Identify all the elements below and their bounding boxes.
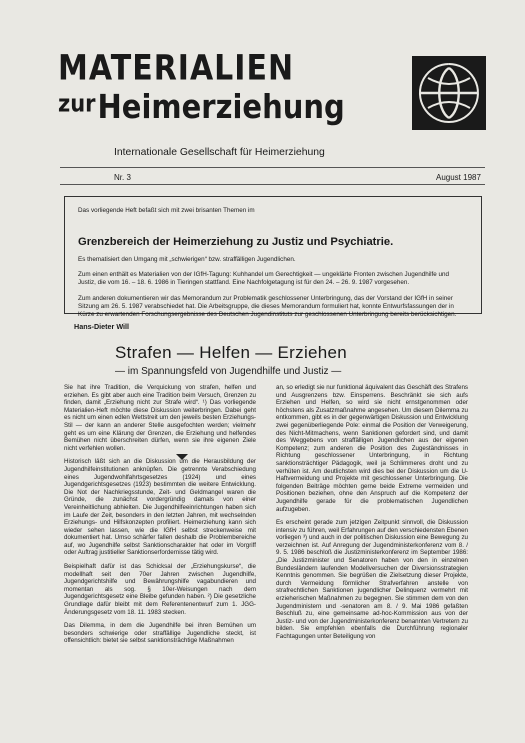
issue-number: Nr. 3: [114, 173, 131, 182]
society-name: Internationale Gesellschaft für Heimerziehung: [114, 147, 325, 158]
issue-date: August 1987: [436, 173, 481, 182]
article-column-1: [64, 384, 256, 651]
masthead-zur: zur: [58, 89, 96, 118]
col1-para: Sie hat ihre Tradition, die Verquickung von strafen, helfen und erziehen. Es gibt aber auch eine Tradition beim Versuch, Grenzen zu finden, damit „Erziehung nicht zur Strafe wird“. ¹) Das vorliegende Materialien-Heft möchte diese Diskussion weiterbringen. Dabei geht es nicht um einen edlen Wettstreit um den jeweils besten Erziehungs-Stil — der kann an anderer Stelle ausgefochten werden; vielmehr geht es um eine Klärung der Grenzen, die Erziehung und helfendes Bemühen nicht überschreiten dürfen, wenn sie ihre eigenen Ziele nicht verfehlen wollen.: [64, 384, 256, 452]
publisher-logo-icon: [412, 56, 486, 130]
box-para1: Zum einen enthält es Materialien von der IGfH-Tagung: Kuhhandel um Gerechtigkeit — ungeklärte Fronten zwischen Jugendhilfe und Justiz, die vom 16. – 18. 6. 1986 in Tieringen stattfand. Eine Nachfolgetagung ist für den 24. – 26. 9. 1987 vorgesehen.: [78, 271, 450, 286]
divider-top: [60, 167, 485, 168]
article-author: Hans-Dieter Will: [74, 322, 130, 331]
col1-para: Beispielhaft dafür ist das Schicksal der „Erziehungskurse“, die modellhaft seit den 70er Jahren zwischen Jugendhilfe, Jugendgerichtshilfe und Bewährungshilfe vagabundieren und momentan als sog. § 10er-Weisungen nach dem Jugendgerichtsgesetz eine Bleibe gefunden haben. ²) Die gesetzliche Grundlage dafür bleibt mit dem Referentenentwurf zum 1. JGG-Änderungsgesetz vom 18. 11. 1983 stecken.: [64, 563, 256, 616]
article-column-2: [276, 384, 468, 647]
editorial-box: [64, 196, 482, 318]
col2-para: Es erscheint gerade zum jetzigen Zeitpunkt sinnvoll, die Diskussion intensiv zu führen, weil Erfahrungen auf den verschiedensten Ebenen vorliegen ³) und auch in der politischen Diskussion eine Bewegung zu verzeichnen ist. Auf Anregung der Jugendministerkonferenz vom 8. / 9. 5. 1986 beschloß die Justizministerkonferenz im September 1986: „Die Justizminister und Senatoren haben von den in einzelnen Bundesländern laufenden Modellversuchen der Diversionsstrategien Kenntnis genommen. Sie begrüßen die Zielsetzung dieser Projekte, durch Vermeidung förmlicher Strafverfahren anstelle von strafrechtlichen Sanktionen jugendlicher Delinquenz vermehrt mit erzieherischen Maßnahmen zu begegnen. Sie stimmen dem von den Jugendministern und -senatoren am 8. / 9. Mai 1986 gefaßten Beschluß zu, eine gemeinsame ad-hoc-Kommission aus von der Justiz- und von der Jugendministerkonferenz benannten Vertretern zu bilden. Sie empfehlen ebenfalls die Durchführung regionaler Fachtagungen unter Beteiligung von: [276, 519, 468, 640]
article-subtitle: — im Spannungsfeld von Jugendhilfe und Justiz —: [115, 366, 342, 377]
arrow-down-icon: [176, 454, 188, 460]
box-intro: Das vorliegende Heft befaßt sich mit zwei brisanten Themen im: [78, 207, 255, 214]
col1-para: Historisch läßt sich an die Diskussion um die Herausbildung der Jugendhilfeinstitutionen anknüpfen. Die getrennte Verabschiedung eines Jugendwohlfahrtsgesetzes (1924) und eines Jugendgerichtsgesetzes (1923) bestimmten die weitere Entwicklung. Die Not der Nachkriegsstunde, Zeit- und Geldmangel waren die Gründe, die zunächst vordergründig damals von einer Vereinheitlichung abhielten. Die Jugendhilfeeinrichtungen haben sich im Laufe der Zeit, besonders in den letzten Jahren, mit wechselnden Erziehungs- und Hilfskonzepten profiliert. Heimerziehung kann sich wieder sehen lassen, wie die IGfH selbst streckenweise mit dokumentiert hat. Umso schärfer fallen deshalb die Problembereiche auf, wo Jugendhilfe selbst Sanktionscharakter hat oder im Vorgriff oder Auftrag justitieller Sanktionserfordernisse tätig wird.: [64, 458, 256, 557]
masthead-heimerziehung: Heimerziehung: [97, 87, 345, 127]
box-headline: Grenzbereich der Heimerziehung zu Justiz und Psychiatrie.: [78, 236, 394, 248]
col1-para: Das Dilemma, in dem die Jugendhilfe bei ihren Bemühen um besonders schwierige oder straffällige Jugendliche steckt, ist offensichtlich: bietet sie selbst sanktionsträchtige Maßnahmen: [64, 622, 256, 645]
article-title: Strafen — Helfen — Erziehen: [115, 343, 348, 362]
box-para2: Zum anderen dokumentieren wir das Memorandum zur Problematik geschlossener Unterbringung, das der Vorstand der IGfH in seiner Sitzung am 26. 5. 1987 verabschiedet hat. Die Arbeitsgruppe, die dieses Memorandum formuliert hat, konnte Entwurfsfassungen der in Kürze zu erwartenden Forschungsergebnisse des Deutschen Jugendinstituts zur geschlossenen Unterbringung bereits berücksichtigen.: [78, 295, 457, 318]
col2-para: an, so erledigt sie nur funktional äquivalent das Geschäft des Strafens und Ausgrenzens bzw. Einsperrens. Beschränkt sie sich aufs Erziehen und Helfen, so wird sie nicht ernstgenommen oder höchstens als Zusatzmaßnahme angesehen. Um diesem Dilemma zu entkommen, gibt es in der gegenwärtigen Diskussion und Entwicklung zwei gegenüberliegende Pole: einmal die Position der Verweigerung, des Nicht-Mitmachens, wenn Sanktionen gefordert sind, und damit des Weggebens von straffälligen Jugendlichen aus der eigenen Kompetenz; zum anderen die Position des Zugeständnisses in Richtung geschlossener Unterbringung, in Richtung sanktionsträchtiger Pädagogik, weil ja Schlimmeres droht und zu verhüten ist. Am deutlichsten wird dies bei der Diskussion um die U-Haftvermeidung und Projekte mit geschlossener Unterbringung. Die folgenden Beiträge möchten gerne beide Extreme vermeiden und Positionen beziehen, ohne den Anspruch auf die Kompetenz der Jugendhilfe gerade für die problematischen Jugendlichen aufzugeben.: [276, 384, 468, 513]
masthead-title: MATERIALIEN: [58, 48, 295, 89]
divider-bottom: [60, 184, 485, 185]
box-line2: Es thematisiert den Umgang mit „schwierigen“ bzw. straffälligen Jugendlichen.: [78, 256, 296, 263]
masthead-subtitle-line: [58, 86, 345, 127]
